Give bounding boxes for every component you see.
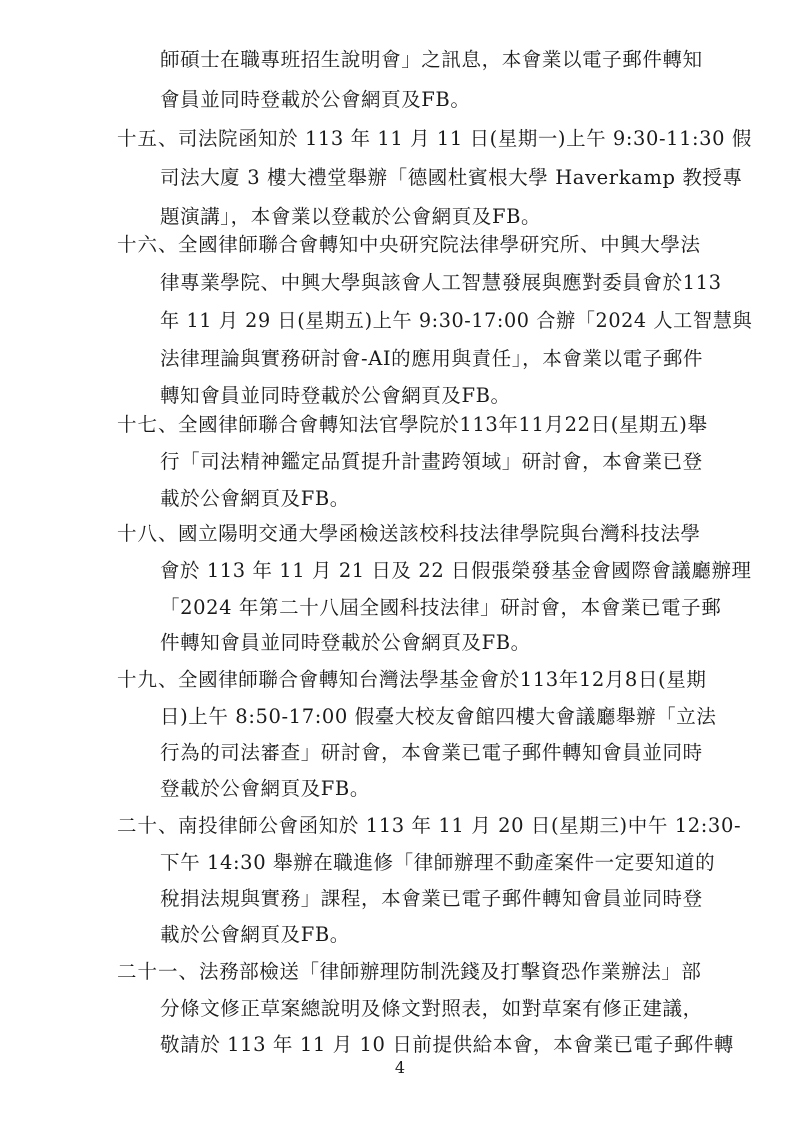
text-line: 南投律師公會函知於 113 年 11 月 20 日(星期三)中午 12:30- [178,814,742,837]
text-line: 會員並同時登載於公會網頁及FB。 [160,88,471,111]
text-line: 分條文修正草案總說明及條文對照表，如對草案有修正建議， [160,997,703,1020]
text-line: 「2024 年第二十八屆全國科技法律」研討會，本會業已電子郵 [160,596,722,619]
text-line: 會於 113 年 11 月 21 日及 22 日假張榮發基金會國際會議廳辦理 [160,559,752,582]
text-line: 法律理論與實務研討會-AI的應用與責任」，本會業以電子郵件 [160,347,704,370]
item-number: 二十、 [117,814,179,837]
text-line: 下午 14:30 舉辦在職進修「律師辦理不動產案件一定要知道的 [160,851,716,874]
item-number: 十五、 [117,127,179,150]
text-line: 登載於公會網頁及FB。 [160,777,370,800]
text-line: 法務部檢送「律師辦理防制洗錢及打擊資恐作業辦法」部 [199,960,702,983]
text-line: 全國律師聯合會轉知法官學院於113年11月22日(星期五)舉 [178,413,708,436]
item-number: 十八、 [117,522,179,545]
page-number: 4 [394,1058,406,1077]
text-line: 題演講」，本會業以登載於公會網頁及FB。 [160,205,542,228]
item-number: 十七、 [117,413,179,436]
text-line: 敬請於 113 年 11 月 10 日前提供給本會，本會業已電子郵件轉 [160,1033,735,1056]
text-line: 行「司法精神鑑定品質提升計畫跨領域」研討會，本會業已登 [160,450,703,473]
text-line: 件轉知會員並同時登載於公會網頁及FB。 [160,631,531,654]
item-number: 二十一、 [117,960,200,983]
item-number: 十九、 [117,668,179,691]
text-line: 律專業學院、中興大學與該會人工智慧發展與應對委員會於113 [160,271,722,294]
text-line: 師碩士在職專班招生說明會」之訊息，本會業以電子郵件轉知 [160,48,703,71]
text-line: 稅捐法規與實務」課程，本會業已電子郵件轉知會員並同時登 [160,887,703,910]
text-line: 司法院函知於 113 年 11 月 11 日(星期一)上午 9:30-11:30 假 [178,127,752,150]
text-line: 國立陽明交通大學函檢送該校科技法律學院與台灣科技法學 [178,522,701,545]
text-line: 全國律師聯合會轉知台灣法學基金會於113年12月8日(星期 [178,668,707,691]
text-line: 行為的司法審查」研討會，本會業已電子郵件轉知會員並同時 [160,741,703,764]
text-line: 載於公會網頁及FB。 [160,487,350,510]
text-line: 司法大廈 3 樓大禮堂舉辦「德國杜賓根大學 Haverkamp 教授專 [160,166,743,189]
text-line: 年 11 月 29 日(星期五)上午 9:30-17:00 合辦「2024 人工智慧與 [160,309,753,332]
text-line: 日)上午 8:50-17:00 假臺大校友會館四樓大會議廳舉辦「立法 [160,705,717,728]
text-line: 全國律師聯合會轉知中央研究院法律學研究所、中興大學法 [178,233,701,256]
item-number: 十六、 [117,233,179,256]
text-line: 轉知會員並同時登載於公會網頁及FB。 [160,384,511,407]
text-line: 載於公會網頁及FB。 [160,923,350,946]
